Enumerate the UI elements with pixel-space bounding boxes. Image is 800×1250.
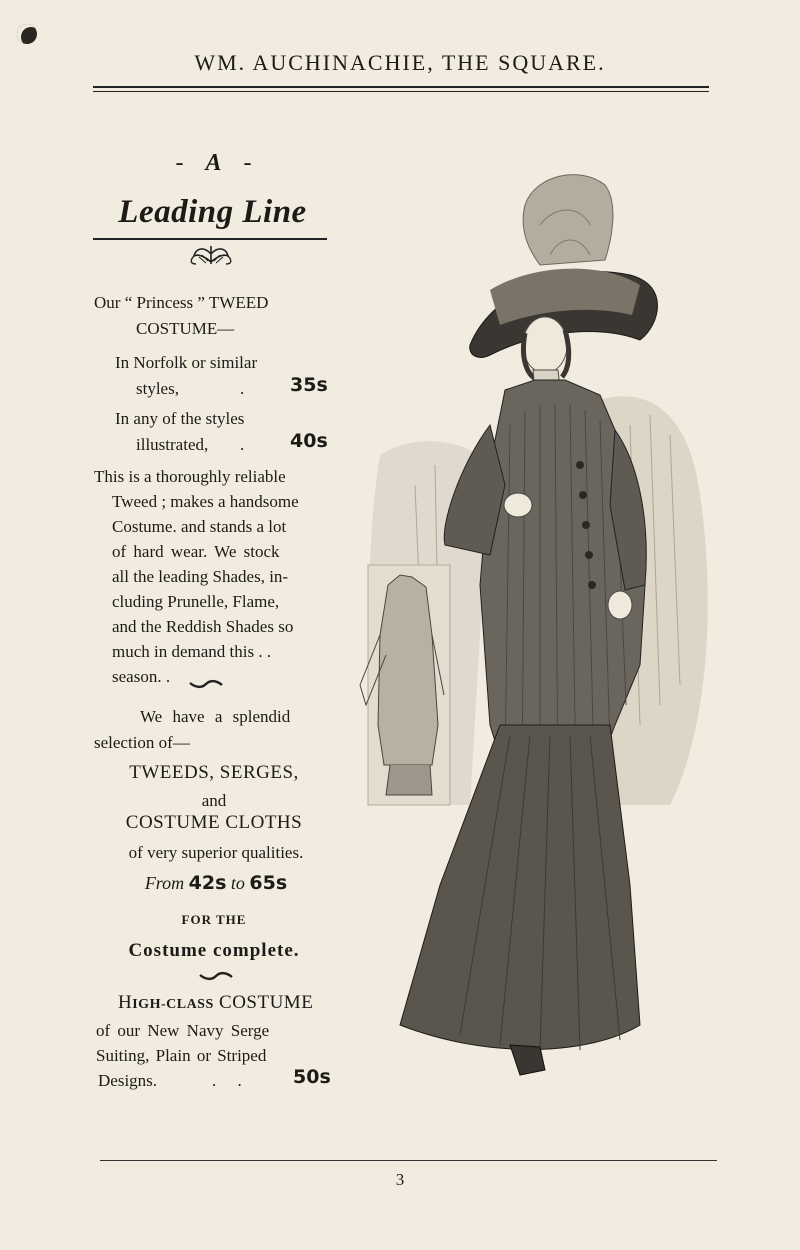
highclass-costume: COSTUME [219, 992, 314, 1013]
heading-dash-right: - [243, 150, 252, 176]
selection-and: and [201, 791, 227, 810]
footer-rule [100, 1160, 717, 1161]
heading-a-letter: A [205, 150, 222, 176]
highclass-smallcaps: IGH-CLASS [132, 997, 214, 1012]
selection-intro-line2: selection of— [94, 733, 190, 752]
floral-ornament-icon [186, 244, 236, 266]
style1-dots: . [240, 379, 245, 398]
to-label: to [230, 873, 245, 893]
for-the-label: FOR THE [181, 912, 247, 927]
product-description [94, 464, 334, 689]
desc-line: of hard wear. We stock [112, 542, 280, 561]
highclass-price: 50s [293, 1066, 331, 1088]
page-number: 3 [395, 1170, 405, 1189]
style2-line2: illustrated, [136, 435, 209, 454]
product-line1: Our “ Princess ” TWEED [94, 293, 269, 312]
style2-dots: . [240, 435, 245, 454]
from-price: 42s [188, 872, 227, 894]
heading-rule [93, 238, 327, 240]
from-label: From [144, 873, 185, 893]
desc-line: all the leading Shades, in- [112, 567, 289, 586]
header-rule [93, 86, 709, 88]
highclass-initial: H [118, 992, 133, 1013]
to-price: 65s [249, 872, 288, 894]
header-rule-thin [93, 91, 709, 92]
desc-line: and the Reddish Shades so [112, 617, 294, 636]
swash-divider-icon [188, 678, 224, 690]
style2-line1: In any of the styles [115, 409, 245, 428]
selection-intro-line1: We have a splendid [140, 707, 291, 726]
desc-line: cluding Prunelle, Flame, [112, 592, 280, 611]
swash-divider-icon [198, 970, 234, 982]
heading-dash-left: - [175, 150, 184, 176]
desc-line: Tweed ; makes a handsome [112, 492, 299, 511]
desc-line: season. . [112, 667, 171, 686]
selection-item1: TWEEDS, SERGES, [129, 762, 299, 783]
selection-item2: COSTUME CLOTHS [125, 812, 303, 833]
style2-price: 40s [290, 430, 328, 452]
style1-price: 35s [290, 374, 328, 396]
running-header: WM. AUCHINACHIE, THE SQUARE. [194, 50, 606, 75]
costume-complete: Costume complete. [128, 940, 300, 961]
desc-line: much in demand this . . [112, 642, 272, 661]
highclass-line4: Designs. [98, 1071, 158, 1090]
style1-line1: In Norfolk or similar [115, 353, 258, 372]
selection-quality: of very superior qualities. [128, 843, 304, 862]
desc-line: Costume. and stands a lot [112, 517, 287, 536]
price-range [94, 872, 338, 894]
highclass-line3: Suiting, Plain or Striped [96, 1046, 267, 1065]
highclass-dots: . . [212, 1071, 242, 1090]
product-line2: COSTUME— [136, 319, 235, 338]
heading-a [95, 150, 332, 177]
style1-line2: styles, [136, 379, 179, 398]
heading-title: Leading Line [118, 194, 307, 230]
highclass-line1 [118, 992, 313, 1014]
costume-illustration [340, 165, 720, 1085]
desc-line: This is a thoroughly reliable [94, 467, 286, 486]
highclass-line2: of our New Navy Serge [96, 1021, 270, 1040]
punch-hole [17, 24, 37, 44]
